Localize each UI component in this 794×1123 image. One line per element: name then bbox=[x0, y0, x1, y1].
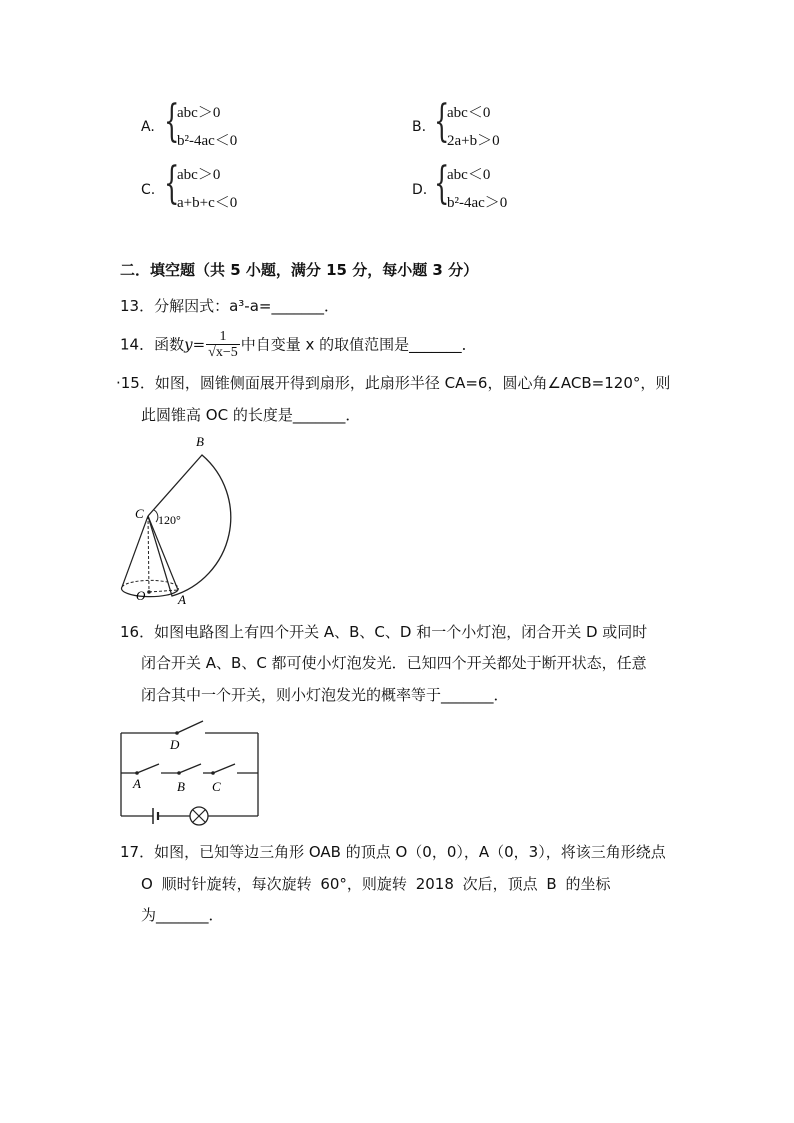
point-o bbox=[147, 590, 151, 594]
option-a-letter: A. bbox=[141, 119, 155, 135]
question-14 bbox=[120, 330, 477, 360]
switch-c bbox=[213, 764, 235, 773]
label-c: C bbox=[135, 506, 144, 521]
cone-sector-figure bbox=[110, 430, 260, 610]
option-b-letter: B. bbox=[412, 119, 427, 135]
question-15-line1: ·15．如图，圆锥侧面展开得到扇形，此扇形半径 CA=6，圆心角∠ACB=120°，则 bbox=[116, 374, 671, 392]
question-16-line3: 闭合其中一个开关，则小灯泡发光的概率等于_______． bbox=[141, 686, 509, 704]
option-a-line2: b²-4ac＜0 bbox=[177, 133, 238, 149]
label-a: A bbox=[133, 776, 141, 791]
q14-denominator: √x−5 bbox=[208, 345, 238, 360]
q14-prefix: 14．函数 bbox=[120, 335, 185, 354]
label-b: B bbox=[177, 779, 185, 794]
option-d-letter: D. bbox=[412, 182, 428, 198]
question-17-line1: 17．如图，已知等边三角形 OAB 的顶点 O（0，0），A（0，3），将该三角形绕点 bbox=[120, 843, 666, 861]
q14-y: y= bbox=[184, 335, 206, 354]
lamp-icon bbox=[190, 807, 208, 825]
cone-left-side bbox=[122, 516, 148, 587]
option-d-line2: b²-4ac＞0 bbox=[447, 195, 508, 211]
question-13: 13．分解因式：a³-a=_______． bbox=[120, 297, 339, 315]
q14-numerator: 1 bbox=[219, 329, 227, 344]
option-c-line1: abc＞0 bbox=[177, 167, 221, 183]
option-b-line1: abc＜0 bbox=[447, 105, 491, 121]
section-heading: 二．填空题（共 5 小题，满分 15 分，每小题 3 分） bbox=[120, 261, 479, 279]
switch-d bbox=[177, 721, 203, 733]
question-17-line3: 为_______． bbox=[141, 906, 224, 924]
radius-oa bbox=[149, 590, 178, 592]
label-b: B bbox=[196, 434, 204, 449]
switch-b bbox=[179, 764, 201, 773]
label-o: O bbox=[136, 588, 146, 603]
option-c-line2: a+b+c＜0 bbox=[177, 195, 238, 211]
q14-suffix: 中自变量 x 的取值范围是_______． bbox=[240, 335, 477, 354]
switch-a bbox=[137, 764, 159, 773]
cone-right-side bbox=[148, 516, 178, 590]
option-c-letter: C. bbox=[141, 182, 156, 198]
label-angle: 120° bbox=[158, 513, 181, 527]
question-16-line1: 16．如图电路图上有四个开关 A、B、C、D 和一个小灯泡，闭合开关 D 或同时 bbox=[120, 623, 648, 641]
question-17-line2: O 顺时针旋转，每次旋转 60°，则旋转 2018 次后，顶点 B 的坐标 bbox=[141, 875, 611, 893]
option-d-line1: abc＜0 bbox=[447, 167, 491, 183]
brace-icon: { bbox=[434, 158, 450, 209]
question-16-line2: 闭合开关 A、B、C 都可使小灯泡发光．已知四个开关都处于断开状态，任意 bbox=[141, 654, 647, 672]
option-b-line2: 2a+b＞0 bbox=[447, 133, 500, 149]
label-a: A bbox=[178, 592, 186, 607]
option-a-line1: abc＞0 bbox=[177, 105, 221, 121]
circuit-figure bbox=[115, 713, 265, 833]
brace-icon: { bbox=[164, 158, 180, 209]
label-c: C bbox=[212, 779, 221, 794]
q14-fraction bbox=[206, 330, 240, 360]
question-15-line2: 此圆锥高 OC 的长度是_______． bbox=[141, 406, 361, 424]
brace-icon: { bbox=[434, 96, 450, 147]
label-d: D bbox=[170, 737, 180, 752]
brace-icon: { bbox=[164, 96, 180, 147]
